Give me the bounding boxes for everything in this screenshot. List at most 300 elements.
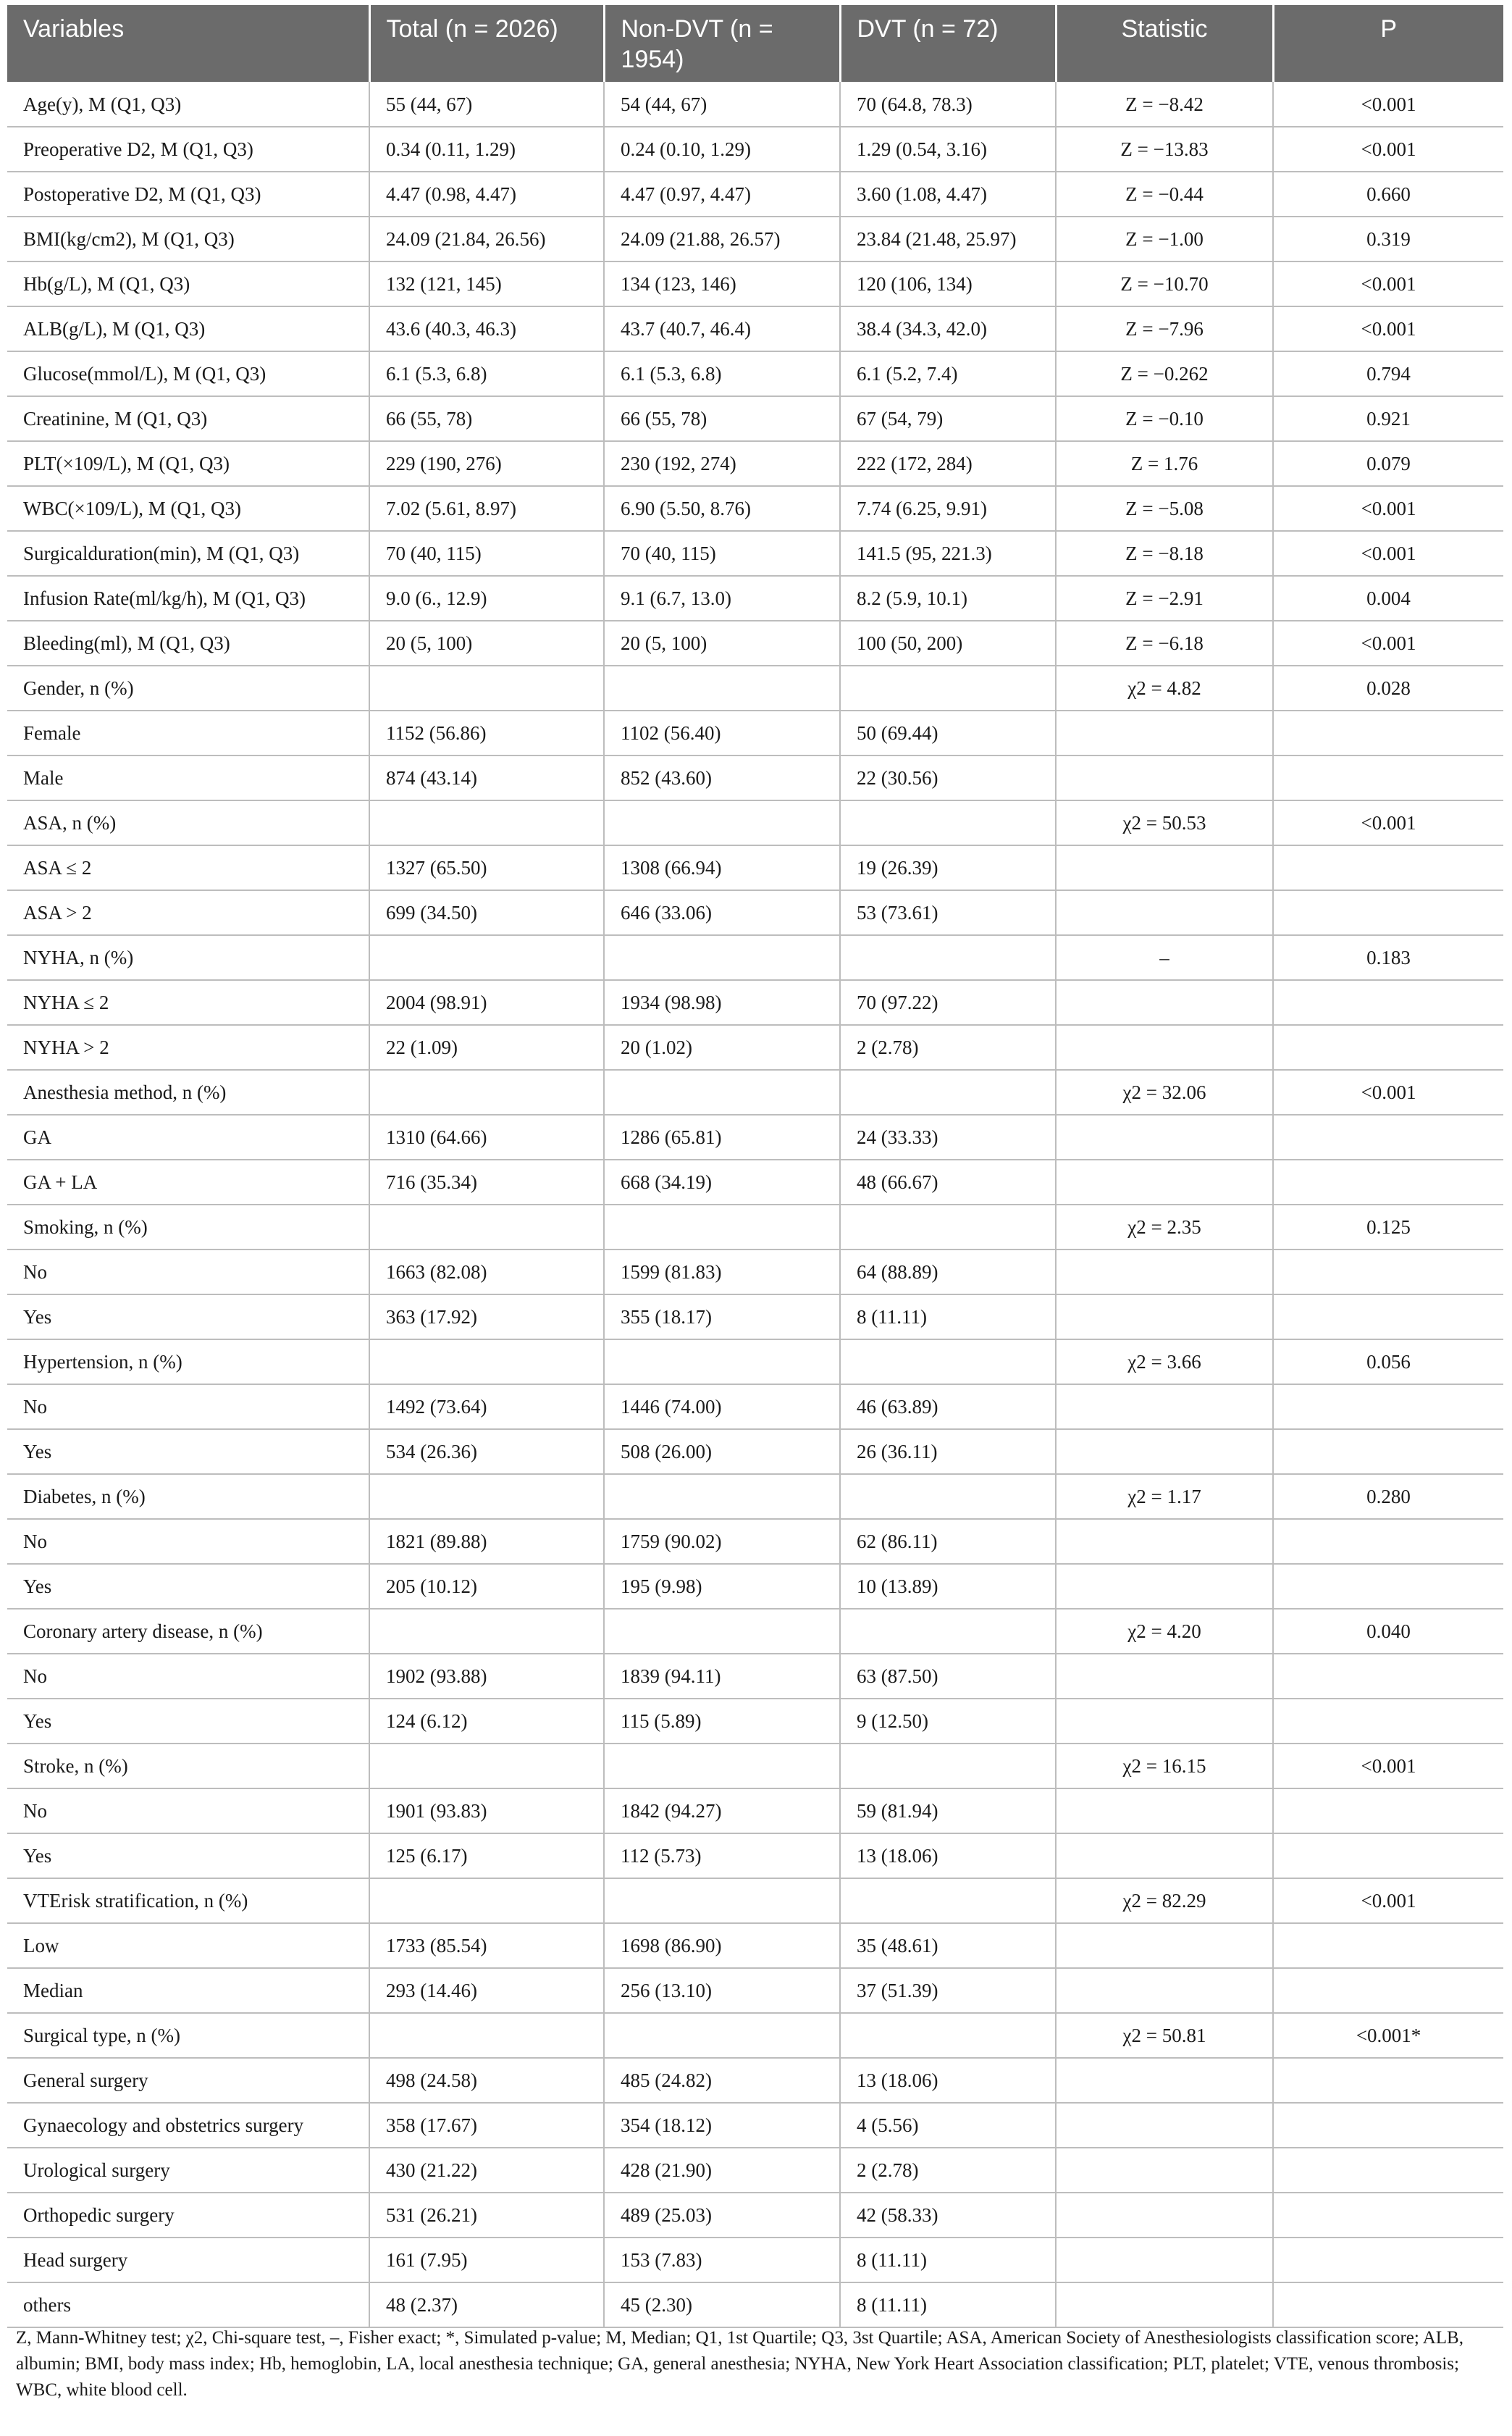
cell-p: <0.001 bbox=[1273, 1744, 1503, 1788]
cell-statistic: Z = −5.08 bbox=[1056, 486, 1273, 531]
table-row bbox=[7, 531, 1503, 576]
cell-variable: No bbox=[7, 1519, 369, 1564]
cell-total: 6.1 (5.3, 6.8) bbox=[369, 351, 604, 396]
cell-non-dvt: 1842 (94.27) bbox=[604, 1788, 840, 1833]
cell-statistic: χ2 = 3.66 bbox=[1056, 1339, 1273, 1384]
cell-variable: Infusion Rate(ml/kg/h), M (Q1, Q3) bbox=[7, 576, 369, 621]
cell-p bbox=[1273, 845, 1503, 890]
cell-variable: Median bbox=[7, 1968, 369, 2013]
cell-dvt: 13 (18.06) bbox=[840, 1833, 1056, 1878]
cell-non-dvt: 1308 (66.94) bbox=[604, 845, 840, 890]
cell-p: <0.001 bbox=[1273, 261, 1503, 306]
cell-total: 874 (43.14) bbox=[369, 756, 604, 800]
cell-total: 498 (24.58) bbox=[369, 2058, 604, 2103]
cell-dvt: 67 (54, 79) bbox=[840, 396, 1056, 441]
cell-variable: Gynaecology and obstetrics surgery bbox=[7, 2103, 369, 2148]
cell-p bbox=[1273, 1115, 1503, 1160]
cell-dvt: 35 (48.61) bbox=[840, 1923, 1056, 1968]
cell-non-dvt bbox=[604, 1609, 840, 1654]
cell-dvt: 37 (51.39) bbox=[840, 1968, 1056, 2013]
cell-statistic bbox=[1056, 2238, 1273, 2282]
table-row bbox=[7, 2282, 1503, 2327]
cell-p bbox=[1273, 1833, 1503, 1878]
cell-statistic: Z = −0.44 bbox=[1056, 172, 1273, 217]
cell-p: <0.001 bbox=[1273, 486, 1503, 531]
cell-variable: No bbox=[7, 1788, 369, 1833]
cell-statistic bbox=[1056, 1384, 1273, 1429]
cell-non-dvt: 70 (40, 115) bbox=[604, 531, 840, 576]
table-row bbox=[7, 1788, 1503, 1833]
cell-variable: NYHA > 2 bbox=[7, 1025, 369, 1070]
cell-statistic bbox=[1056, 1564, 1273, 1609]
table-row bbox=[7, 1384, 1503, 1429]
cell-variable: Stroke, n (%) bbox=[7, 1744, 369, 1788]
cell-p bbox=[1273, 1788, 1503, 1833]
cell-statistic bbox=[1056, 1968, 1273, 2013]
cell-total: 132 (121, 145) bbox=[369, 261, 604, 306]
cell-dvt bbox=[840, 800, 1056, 845]
cell-total: 43.6 (40.3, 46.3) bbox=[369, 306, 604, 351]
cell-dvt: 24 (33.33) bbox=[840, 1115, 1056, 1160]
cell-statistic: χ2 = 82.29 bbox=[1056, 1878, 1273, 1923]
cell-variable: Hb(g/L), M (Q1, Q3) bbox=[7, 261, 369, 306]
cell-variable: Female bbox=[7, 711, 369, 756]
cell-p bbox=[1273, 980, 1503, 1025]
cell-p: <0.001 bbox=[1273, 800, 1503, 845]
cell-non-dvt: 4.47 (0.97, 4.47) bbox=[604, 172, 840, 217]
cell-variable: ASA, n (%) bbox=[7, 800, 369, 845]
table-row bbox=[7, 2148, 1503, 2193]
cell-p bbox=[1273, 1923, 1503, 1968]
cell-total: 9.0 (6., 12.9) bbox=[369, 576, 604, 621]
table-row bbox=[7, 1429, 1503, 1474]
cell-variable: Preoperative D2, M (Q1, Q3) bbox=[7, 127, 369, 172]
cell-variable: Yes bbox=[7, 1699, 369, 1744]
header-p: P bbox=[1273, 5, 1503, 82]
cell-total: 24.09 (21.84, 26.56) bbox=[369, 217, 604, 261]
cell-variable: Postoperative D2, M (Q1, Q3) bbox=[7, 172, 369, 217]
cell-p: 0.028 bbox=[1273, 666, 1503, 711]
cell-p: 0.004 bbox=[1273, 576, 1503, 621]
cell-non-dvt: 112 (5.73) bbox=[604, 1833, 840, 1878]
cell-variable: Yes bbox=[7, 1294, 369, 1339]
cell-non-dvt: 195 (9.98) bbox=[604, 1564, 840, 1609]
cell-total: 430 (21.22) bbox=[369, 2148, 604, 2193]
cell-dvt: 22 (30.56) bbox=[840, 756, 1056, 800]
cell-statistic bbox=[1056, 1519, 1273, 1564]
cell-variable: No bbox=[7, 1384, 369, 1429]
table-row bbox=[7, 800, 1503, 845]
cell-p: 0.040 bbox=[1273, 1609, 1503, 1654]
header-statistic: Statistic bbox=[1056, 5, 1273, 82]
cell-variable: Smoking, n (%) bbox=[7, 1205, 369, 1250]
cell-statistic: Z = −0.10 bbox=[1056, 396, 1273, 441]
table-row bbox=[7, 1474, 1503, 1519]
cell-p: <0.001 bbox=[1273, 82, 1503, 127]
cell-p bbox=[1273, 1294, 1503, 1339]
header-row bbox=[7, 5, 1503, 82]
cell-statistic: Z = −2.91 bbox=[1056, 576, 1273, 621]
cell-non-dvt bbox=[604, 1339, 840, 1384]
cell-variable: others bbox=[7, 2282, 369, 2327]
cell-variable: No bbox=[7, 1250, 369, 1294]
cell-total: 48 (2.37) bbox=[369, 2282, 604, 2327]
cell-non-dvt bbox=[604, 1205, 840, 1250]
cell-variable: BMI(kg/cm2), M (Q1, Q3) bbox=[7, 217, 369, 261]
cell-p: 0.056 bbox=[1273, 1339, 1503, 1384]
cell-dvt: 46 (63.89) bbox=[840, 1384, 1056, 1429]
cell-total: 4.47 (0.98, 4.47) bbox=[369, 172, 604, 217]
cell-total bbox=[369, 800, 604, 845]
cell-statistic: Z = −8.18 bbox=[1056, 531, 1273, 576]
table-row bbox=[7, 441, 1503, 486]
cell-p bbox=[1273, 1025, 1503, 1070]
cell-dvt: 10 (13.89) bbox=[840, 1564, 1056, 1609]
cell-p: 0.319 bbox=[1273, 217, 1503, 261]
cell-statistic: χ2 = 1.17 bbox=[1056, 1474, 1273, 1519]
cell-statistic bbox=[1056, 890, 1273, 935]
cell-statistic: Z = −10.70 bbox=[1056, 261, 1273, 306]
table-row bbox=[7, 1205, 1503, 1250]
cell-dvt: 70 (97.22) bbox=[840, 980, 1056, 1025]
cell-statistic: χ2 = 50.53 bbox=[1056, 800, 1273, 845]
cell-p bbox=[1273, 756, 1503, 800]
table-row bbox=[7, 1294, 1503, 1339]
cell-p: <0.001 bbox=[1273, 1070, 1503, 1115]
cell-variable: Yes bbox=[7, 1564, 369, 1609]
cell-p: <0.001 bbox=[1273, 531, 1503, 576]
cell-non-dvt bbox=[604, 1070, 840, 1115]
cell-non-dvt: 45 (2.30) bbox=[604, 2282, 840, 2327]
cell-dvt bbox=[840, 1070, 1056, 1115]
cell-p: <0.001 bbox=[1273, 127, 1503, 172]
cell-total: 293 (14.46) bbox=[369, 1968, 604, 2013]
cell-non-dvt: 354 (18.12) bbox=[604, 2103, 840, 2148]
cell-total: 1902 (93.88) bbox=[369, 1654, 604, 1699]
table-row bbox=[7, 1250, 1503, 1294]
table-row bbox=[7, 1833, 1503, 1878]
cell-dvt: 7.74 (6.25, 9.91) bbox=[840, 486, 1056, 531]
cell-dvt: 8 (11.11) bbox=[840, 1294, 1056, 1339]
cell-total bbox=[369, 1070, 604, 1115]
cell-total: 2004 (98.91) bbox=[369, 980, 604, 1025]
cell-non-dvt: 0.24 (0.10, 1.29) bbox=[604, 127, 840, 172]
table-row bbox=[7, 980, 1503, 1025]
cell-statistic bbox=[1056, 1115, 1273, 1160]
cell-total: 205 (10.12) bbox=[369, 1564, 604, 1609]
table-row bbox=[7, 2238, 1503, 2282]
cell-variable: VTErisk stratification, n (%) bbox=[7, 1878, 369, 1923]
cell-dvt: 1.29 (0.54, 3.16) bbox=[840, 127, 1056, 172]
cell-total: 1821 (89.88) bbox=[369, 1519, 604, 1564]
cell-non-dvt: 1446 (74.00) bbox=[604, 1384, 840, 1429]
cell-total: 55 (44, 67) bbox=[369, 82, 604, 127]
cell-total: 716 (35.34) bbox=[369, 1160, 604, 1205]
cell-non-dvt bbox=[604, 935, 840, 980]
cell-p: 0.921 bbox=[1273, 396, 1503, 441]
cell-p: 0.794 bbox=[1273, 351, 1503, 396]
cell-total bbox=[369, 1744, 604, 1788]
cell-non-dvt: 256 (13.10) bbox=[604, 1968, 840, 2013]
cell-total bbox=[369, 1339, 604, 1384]
cell-total: 7.02 (5.61, 8.97) bbox=[369, 486, 604, 531]
cell-p: <0.001* bbox=[1273, 2013, 1503, 2058]
table-row bbox=[7, 1025, 1503, 1070]
cell-variable: Anesthesia method, n (%) bbox=[7, 1070, 369, 1115]
cell-statistic bbox=[1056, 980, 1273, 1025]
cell-statistic bbox=[1056, 2103, 1273, 2148]
cell-total: 1327 (65.50) bbox=[369, 845, 604, 890]
cell-dvt: 100 (50, 200) bbox=[840, 621, 1056, 666]
cell-non-dvt: 43.7 (40.7, 46.4) bbox=[604, 306, 840, 351]
cell-total: 0.34 (0.11, 1.29) bbox=[369, 127, 604, 172]
cell-non-dvt: 646 (33.06) bbox=[604, 890, 840, 935]
cell-statistic: Z = −13.83 bbox=[1056, 127, 1273, 172]
cell-total bbox=[369, 935, 604, 980]
cell-total: 1733 (85.54) bbox=[369, 1923, 604, 1968]
table-row bbox=[7, 1744, 1503, 1788]
cell-non-dvt: 508 (26.00) bbox=[604, 1429, 840, 1474]
cell-dvt bbox=[840, 1744, 1056, 1788]
cell-dvt: 63 (87.50) bbox=[840, 1654, 1056, 1699]
cell-statistic: Z = −7.96 bbox=[1056, 306, 1273, 351]
cell-dvt: 59 (81.94) bbox=[840, 1788, 1056, 1833]
cell-statistic bbox=[1056, 1923, 1273, 1968]
cell-total bbox=[369, 2013, 604, 2058]
cell-dvt: 38.4 (34.3, 42.0) bbox=[840, 306, 1056, 351]
table-row bbox=[7, 127, 1503, 172]
cell-total: 1663 (82.08) bbox=[369, 1250, 604, 1294]
table-row bbox=[7, 1923, 1503, 1968]
cell-non-dvt bbox=[604, 2013, 840, 2058]
cell-p: 0.280 bbox=[1273, 1474, 1503, 1519]
cell-variable: ALB(g/L), M (Q1, Q3) bbox=[7, 306, 369, 351]
table-row bbox=[7, 2013, 1503, 2058]
cell-p: <0.001 bbox=[1273, 306, 1503, 351]
cell-p bbox=[1273, 1564, 1503, 1609]
header-non-dvt: Non-DVT (n = 1954) bbox=[604, 5, 840, 82]
table-row bbox=[7, 1699, 1503, 1744]
cell-p: <0.001 bbox=[1273, 1878, 1503, 1923]
header-dvt: DVT (n = 72) bbox=[840, 5, 1056, 82]
cell-statistic bbox=[1056, 2282, 1273, 2327]
cell-variable: NYHA ≤ 2 bbox=[7, 980, 369, 1025]
cell-dvt: 3.60 (1.08, 4.47) bbox=[840, 172, 1056, 217]
table-row bbox=[7, 1609, 1503, 1654]
cell-total bbox=[369, 1205, 604, 1250]
cell-non-dvt bbox=[604, 666, 840, 711]
cell-total bbox=[369, 666, 604, 711]
table-row bbox=[7, 2058, 1503, 2103]
cell-non-dvt bbox=[604, 800, 840, 845]
cell-statistic bbox=[1056, 845, 1273, 890]
cell-dvt: 120 (106, 134) bbox=[840, 261, 1056, 306]
header-variables: Variables bbox=[7, 5, 369, 82]
cell-statistic: χ2 = 4.82 bbox=[1056, 666, 1273, 711]
table-row bbox=[7, 1339, 1503, 1384]
cell-p bbox=[1273, 2148, 1503, 2193]
cell-non-dvt: 1599 (81.83) bbox=[604, 1250, 840, 1294]
cell-variable: Yes bbox=[7, 1429, 369, 1474]
cell-p bbox=[1273, 1654, 1503, 1699]
cell-dvt: 13 (18.06) bbox=[840, 2058, 1056, 2103]
cell-non-dvt: 66 (55, 78) bbox=[604, 396, 840, 441]
cell-dvt: 8 (11.11) bbox=[840, 2282, 1056, 2327]
cell-variable: Surgicalduration(min), M (Q1, Q3) bbox=[7, 531, 369, 576]
cell-variable: WBC(×109/L), M (Q1, Q3) bbox=[7, 486, 369, 531]
cell-dvt bbox=[840, 1878, 1056, 1923]
cell-p bbox=[1273, 1519, 1503, 1564]
cell-dvt: 4 (5.56) bbox=[840, 2103, 1056, 2148]
cell-statistic bbox=[1056, 1788, 1273, 1833]
cell-total: 70 (40, 115) bbox=[369, 531, 604, 576]
cell-dvt bbox=[840, 2013, 1056, 2058]
cell-p: 0.079 bbox=[1273, 441, 1503, 486]
table-row bbox=[7, 82, 1503, 127]
cell-variable: PLT(×109/L), M (Q1, Q3) bbox=[7, 441, 369, 486]
cell-total: 229 (190, 276) bbox=[369, 441, 604, 486]
table-row bbox=[7, 261, 1503, 306]
cell-dvt: 70 (64.8, 78.3) bbox=[840, 82, 1056, 127]
cell-dvt: 8.2 (5.9, 10.1) bbox=[840, 576, 1056, 621]
cell-p bbox=[1273, 2103, 1503, 2148]
cell-dvt: 141.5 (95, 221.3) bbox=[840, 531, 1056, 576]
cell-total: 699 (34.50) bbox=[369, 890, 604, 935]
cell-variable: Hypertension, n (%) bbox=[7, 1339, 369, 1384]
table-row bbox=[7, 1115, 1503, 1160]
cell-variable: Bleeding(ml), M (Q1, Q3) bbox=[7, 621, 369, 666]
cell-non-dvt bbox=[604, 1744, 840, 1788]
cell-variable: Age(y), M (Q1, Q3) bbox=[7, 82, 369, 127]
cell-p bbox=[1273, 1699, 1503, 1744]
cell-dvt bbox=[840, 1609, 1056, 1654]
cell-dvt: 62 (86.11) bbox=[840, 1519, 1056, 1564]
cell-variable: No bbox=[7, 1654, 369, 1699]
cell-dvt: 9 (12.50) bbox=[840, 1699, 1056, 1744]
cell-variable: Glucose(mmol/L), M (Q1, Q3) bbox=[7, 351, 369, 396]
cell-statistic: χ2 = 2.35 bbox=[1056, 1205, 1273, 1250]
cell-non-dvt: 153 (7.83) bbox=[604, 2238, 840, 2282]
cell-p bbox=[1273, 2058, 1503, 2103]
cell-p bbox=[1273, 2193, 1503, 2238]
cell-non-dvt bbox=[604, 1474, 840, 1519]
table-row bbox=[7, 172, 1503, 217]
cell-p bbox=[1273, 2282, 1503, 2327]
cell-statistic bbox=[1056, 1429, 1273, 1474]
cell-variable: Urological surgery bbox=[7, 2148, 369, 2193]
cell-p bbox=[1273, 2238, 1503, 2282]
table-row bbox=[7, 351, 1503, 396]
cell-p bbox=[1273, 1384, 1503, 1429]
cell-non-dvt: 6.90 (5.50, 8.76) bbox=[604, 486, 840, 531]
table-row bbox=[7, 1070, 1503, 1115]
cell-dvt: 64 (88.89) bbox=[840, 1250, 1056, 1294]
cell-dvt bbox=[840, 1474, 1056, 1519]
cell-total bbox=[369, 1474, 604, 1519]
cell-statistic bbox=[1056, 711, 1273, 756]
cell-variable: Gender, n (%) bbox=[7, 666, 369, 711]
table-row bbox=[7, 576, 1503, 621]
cell-dvt bbox=[840, 666, 1056, 711]
cell-non-dvt: 1102 (56.40) bbox=[604, 711, 840, 756]
cell-dvt: 53 (73.61) bbox=[840, 890, 1056, 935]
table-row bbox=[7, 2193, 1503, 2238]
cell-p: 0.183 bbox=[1273, 935, 1503, 980]
cell-dvt bbox=[840, 1205, 1056, 1250]
cell-non-dvt: 1286 (65.81) bbox=[604, 1115, 840, 1160]
cell-p: 0.125 bbox=[1273, 1205, 1503, 1250]
table-row bbox=[7, 1654, 1503, 1699]
cell-variable: Coronary artery disease, n (%) bbox=[7, 1609, 369, 1654]
cell-non-dvt: 24.09 (21.88, 26.57) bbox=[604, 217, 840, 261]
table-header bbox=[7, 5, 1503, 82]
cell-non-dvt: 9.1 (6.7, 13.0) bbox=[604, 576, 840, 621]
cell-statistic bbox=[1056, 1699, 1273, 1744]
cell-total: 534 (26.36) bbox=[369, 1429, 604, 1474]
cell-non-dvt: 134 (123, 146) bbox=[604, 261, 840, 306]
cell-statistic bbox=[1056, 1160, 1273, 1205]
cell-variable: ASA ≤ 2 bbox=[7, 845, 369, 890]
cell-p bbox=[1273, 1250, 1503, 1294]
cell-dvt: 2 (2.78) bbox=[840, 1025, 1056, 1070]
cell-dvt: 23.84 (21.48, 25.97) bbox=[840, 217, 1056, 261]
cell-dvt: 48 (66.67) bbox=[840, 1160, 1056, 1205]
table-row bbox=[7, 486, 1503, 531]
cell-non-dvt: 115 (5.89) bbox=[604, 1699, 840, 1744]
cell-total: 358 (17.67) bbox=[369, 2103, 604, 2148]
cell-p bbox=[1273, 1429, 1503, 1474]
cell-variable: Low bbox=[7, 1923, 369, 1968]
cell-total: 363 (17.92) bbox=[369, 1294, 604, 1339]
table-row bbox=[7, 621, 1503, 666]
cell-variable: Orthopedic surgery bbox=[7, 2193, 369, 2238]
cell-non-dvt: 1839 (94.11) bbox=[604, 1654, 840, 1699]
cell-non-dvt bbox=[604, 1878, 840, 1923]
cell-dvt: 42 (58.33) bbox=[840, 2193, 1056, 2238]
cell-p bbox=[1273, 711, 1503, 756]
table-row bbox=[7, 217, 1503, 261]
cell-p: <0.001 bbox=[1273, 621, 1503, 666]
cell-dvt bbox=[840, 935, 1056, 980]
cell-total: 22 (1.09) bbox=[369, 1025, 604, 1070]
cell-variable: GA + LA bbox=[7, 1160, 369, 1205]
cell-variable: Diabetes, n (%) bbox=[7, 1474, 369, 1519]
cell-statistic: – bbox=[1056, 935, 1273, 980]
cell-total: 1310 (64.66) bbox=[369, 1115, 604, 1160]
cell-statistic: χ2 = 16.15 bbox=[1056, 1744, 1273, 1788]
table-row bbox=[7, 845, 1503, 890]
cell-dvt: 26 (36.11) bbox=[840, 1429, 1056, 1474]
cell-variable: ASA > 2 bbox=[7, 890, 369, 935]
cell-variable: Surgical type, n (%) bbox=[7, 2013, 369, 2058]
cell-p bbox=[1273, 1968, 1503, 2013]
header-total: Total (n = 2026) bbox=[369, 5, 604, 82]
cell-total: 20 (5, 100) bbox=[369, 621, 604, 666]
table-row bbox=[7, 935, 1503, 980]
cell-variable: GA bbox=[7, 1115, 369, 1160]
cell-non-dvt: 6.1 (5.3, 6.8) bbox=[604, 351, 840, 396]
table-row bbox=[7, 1968, 1503, 2013]
cell-total: 1901 (93.83) bbox=[369, 1788, 604, 1833]
cell-statistic bbox=[1056, 756, 1273, 800]
cell-total bbox=[369, 1878, 604, 1923]
table-row bbox=[7, 756, 1503, 800]
cell-statistic: χ2 = 4.20 bbox=[1056, 1609, 1273, 1654]
table-row bbox=[7, 1160, 1503, 1205]
cell-variable: NYHA, n (%) bbox=[7, 935, 369, 980]
table-row bbox=[7, 1519, 1503, 1564]
cell-dvt bbox=[840, 1339, 1056, 1384]
